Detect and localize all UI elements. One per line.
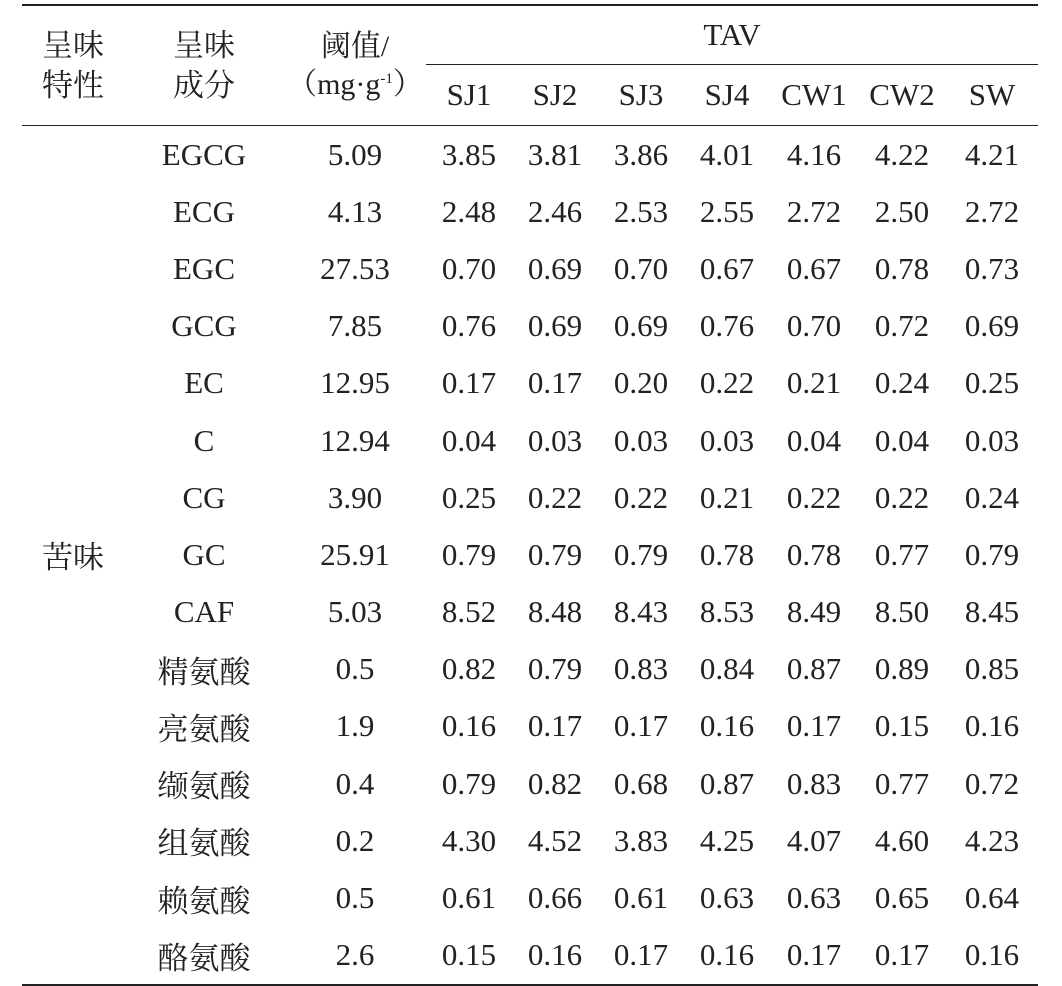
tav-value-cell: 2.48 xyxy=(441,193,497,229)
tav-value-cell: 0.25 xyxy=(964,365,1020,401)
table-row xyxy=(22,240,1038,297)
tav-value-cell: 0.22 xyxy=(786,479,842,515)
component-cell: 缬氨酸 xyxy=(157,769,251,805)
tav-value-cell: 0.64 xyxy=(964,880,1020,916)
component-cell: 组氨酸 xyxy=(157,826,251,862)
tav-value-cell: 4.60 xyxy=(874,822,930,858)
component-cell: 精氨酸 xyxy=(157,654,251,690)
tav-value-cell: 3.81 xyxy=(527,136,583,172)
header-threshold-unit xyxy=(284,66,426,104)
tav-value-cell: 4.30 xyxy=(441,822,497,858)
tav-value-cell: 0.65 xyxy=(874,880,930,916)
tav-value-cell: 0.83 xyxy=(613,651,669,687)
tav-value-cell: 0.78 xyxy=(874,250,930,286)
threshold-cell: 5.03 xyxy=(327,594,383,630)
table-row xyxy=(22,755,1038,812)
header-sample-cw1: CW1 xyxy=(781,77,847,112)
header-sample-sw: SW xyxy=(968,77,1016,112)
table-row xyxy=(22,641,1038,698)
tav-value-cell: 8.53 xyxy=(699,594,755,630)
component-cell: C xyxy=(193,422,215,458)
component-cell: GC xyxy=(182,536,226,572)
component-cell: 亮氨酸 xyxy=(157,711,251,747)
threshold-cell: 0.5 xyxy=(335,651,375,687)
tav-value-cell: 0.16 xyxy=(699,708,755,744)
tav-value-cell: 0.63 xyxy=(699,880,755,916)
tav-value-cell: 0.69 xyxy=(527,308,583,344)
component-cell: 赖氨酸 xyxy=(157,883,251,919)
threshold-unit-suffix: ） xyxy=(392,67,423,101)
tav-value-cell: 0.22 xyxy=(874,479,930,515)
tav-value-cell: 0.21 xyxy=(786,365,842,401)
tav-value-cell: 0.79 xyxy=(527,651,583,687)
component-cell: ECG xyxy=(173,193,235,229)
tav-value-cell: 8.43 xyxy=(613,594,669,630)
tav-value-cell: 0.15 xyxy=(441,937,497,973)
tav-value-cell: 4.25 xyxy=(699,822,755,858)
threshold-unit-prefix: （mg·g xyxy=(287,67,381,101)
table-row xyxy=(22,584,1038,641)
tav-value-cell: 0.73 xyxy=(964,250,1020,286)
tav-value-cell: 0.85 xyxy=(964,651,1020,687)
tav-value-cell: 0.77 xyxy=(874,536,930,572)
tav-value-cell: 0.04 xyxy=(441,422,497,458)
tav-value-cell: 0.15 xyxy=(874,708,930,744)
tav-value-cell: 0.79 xyxy=(964,536,1020,572)
tav-value-cell: 0.16 xyxy=(964,708,1020,744)
tav-value-cell: 2.55 xyxy=(699,193,755,229)
tav-value-cell: 0.87 xyxy=(786,651,842,687)
component-cell: EC xyxy=(184,365,224,401)
tav-value-cell: 4.21 xyxy=(964,136,1020,172)
tav-value-cell: 2.72 xyxy=(964,193,1020,229)
tav-value-cell: 0.03 xyxy=(527,422,583,458)
header-trait-line1: 呈味 xyxy=(42,27,104,63)
tav-value-cell: 0.03 xyxy=(964,422,1020,458)
tav-value-cell: 0.89 xyxy=(874,651,930,687)
header-component xyxy=(124,5,284,126)
tav-value-cell: 0.17 xyxy=(613,708,669,744)
tav-value-cell: 8.52 xyxy=(441,594,497,630)
component-cell: CG xyxy=(182,479,226,515)
table-row xyxy=(22,869,1038,926)
header-sample-sj3: SJ3 xyxy=(618,77,664,112)
threshold-cell: 7.85 xyxy=(327,308,383,344)
table-row xyxy=(22,355,1038,412)
tav-value-cell: 0.17 xyxy=(786,937,842,973)
tav-value-cell: 0.76 xyxy=(441,308,497,344)
tav-value-cell: 0.82 xyxy=(527,765,583,801)
component-cell: 酪氨酸 xyxy=(157,940,251,976)
header-tav-group: TAV xyxy=(703,17,761,52)
table-row xyxy=(22,469,1038,526)
tav-value-cell: 4.07 xyxy=(786,822,842,858)
header-sample-cw2: CW2 xyxy=(869,77,935,112)
tav-value-cell: 0.79 xyxy=(441,536,497,572)
header-component-line2: 成分 xyxy=(173,67,235,103)
threshold-cell: 3.90 xyxy=(327,479,383,515)
tav-value-cell: 4.22 xyxy=(874,136,930,172)
tav-value-cell: 0.16 xyxy=(699,937,755,973)
tav-value-cell: 0.70 xyxy=(441,250,497,286)
tav-value-cell: 0.24 xyxy=(964,479,1020,515)
header-sample-sj2: SJ2 xyxy=(532,77,578,112)
header-trait xyxy=(22,5,124,126)
tav-value-cell: 0.03 xyxy=(699,422,755,458)
tav-value-cell: 0.17 xyxy=(441,365,497,401)
tav-value-cell: 4.52 xyxy=(527,822,583,858)
table-row xyxy=(22,526,1038,583)
tav-value-cell: 0.17 xyxy=(786,708,842,744)
tav-value-cell: 0.82 xyxy=(441,651,497,687)
tav-value-cell: 3.83 xyxy=(613,822,669,858)
header-sample-sj4: SJ4 xyxy=(704,77,750,112)
tav-value-cell: 0.22 xyxy=(699,365,755,401)
tav-value-cell: 0.17 xyxy=(874,937,930,973)
tav-value-cell: 0.61 xyxy=(441,880,497,916)
threshold-cell: 27.53 xyxy=(320,250,390,286)
tav-value-cell: 0.69 xyxy=(964,308,1020,344)
tav-value-cell: 0.66 xyxy=(527,880,583,916)
table-row xyxy=(22,412,1038,469)
tav-value-cell: 2.50 xyxy=(874,193,930,229)
component-cell: CAF xyxy=(173,594,235,630)
tav-value-cell: 0.17 xyxy=(527,365,583,401)
threshold-cell: 12.94 xyxy=(320,422,390,458)
tav-value-cell: 8.50 xyxy=(874,594,930,630)
threshold-cell: 5.09 xyxy=(327,136,383,172)
tav-value-cell: 2.53 xyxy=(613,193,669,229)
threshold-unit-sup: -1 xyxy=(380,70,393,87)
threshold-cell: 25.91 xyxy=(320,536,390,572)
component-cell: EGCG xyxy=(161,136,247,172)
tav-value-cell: 4.23 xyxy=(964,822,1020,858)
tav-value-cell: 0.79 xyxy=(527,536,583,572)
table-row xyxy=(22,698,1038,755)
tav-value-cell: 0.78 xyxy=(786,536,842,572)
tav-value-cell: 8.48 xyxy=(527,594,583,630)
table-body xyxy=(22,126,1038,985)
threshold-cell: 0.2 xyxy=(335,822,375,858)
tav-value-cell: 0.70 xyxy=(613,250,669,286)
tav-value-cell: 0.63 xyxy=(786,880,842,916)
tav-value-cell: 0.67 xyxy=(699,250,755,286)
tav-value-cell: 0.69 xyxy=(613,308,669,344)
tav-value-cell: 8.45 xyxy=(964,594,1020,630)
tav-value-cell: 0.79 xyxy=(441,765,497,801)
tav-value-cell: 0.22 xyxy=(613,479,669,515)
tav-value-cell: 0.22 xyxy=(527,479,583,515)
tav-value-cell: 8.49 xyxy=(786,594,842,630)
tav-value-cell: 0.17 xyxy=(527,708,583,744)
tav-value-cell: 3.86 xyxy=(613,136,669,172)
tav-value-cell: 0.16 xyxy=(964,937,1020,973)
tav-value-cell: 0.78 xyxy=(699,536,755,572)
table-row xyxy=(22,812,1038,869)
threshold-cell: 2.6 xyxy=(335,937,375,973)
tav-value-cell: 0.83 xyxy=(786,765,842,801)
tav-value-cell: 0.79 xyxy=(613,536,669,572)
tav-value-cell: 0.68 xyxy=(613,765,669,801)
tav-table xyxy=(22,4,1038,986)
tav-value-cell: 0.84 xyxy=(699,651,755,687)
tav-value-cell: 0.16 xyxy=(527,937,583,973)
tav-value-cell: 2.46 xyxy=(527,193,583,229)
tav-value-cell: 0.72 xyxy=(964,765,1020,801)
threshold-cell: 0.4 xyxy=(335,765,375,801)
tav-value-cell: 0.69 xyxy=(527,250,583,286)
tav-value-cell: 4.16 xyxy=(786,136,842,172)
tav-value-cell: 0.04 xyxy=(874,422,930,458)
header-component-line1: 呈味 xyxy=(173,27,235,63)
header-sample-sj1: SJ1 xyxy=(446,77,492,112)
threshold-cell: 1.9 xyxy=(335,708,375,744)
tav-value-cell: 0.70 xyxy=(786,308,842,344)
table-row xyxy=(22,927,1038,985)
table-row xyxy=(22,183,1038,240)
tav-value-cell: 2.72 xyxy=(786,193,842,229)
component-cell: GCG xyxy=(171,308,237,344)
header-row-1 xyxy=(22,5,1038,65)
tav-value-cell: 0.24 xyxy=(874,365,930,401)
tav-value-cell: 0.87 xyxy=(699,765,755,801)
trait-cell: 苦味 xyxy=(42,540,104,576)
tav-value-cell: 0.03 xyxy=(613,422,669,458)
table-row xyxy=(22,298,1038,355)
tav-value-cell: 0.67 xyxy=(786,250,842,286)
tav-value-cell: 0.21 xyxy=(699,479,755,515)
tav-value-cell: 0.72 xyxy=(874,308,930,344)
tav-value-cell: 3.85 xyxy=(441,136,497,172)
tav-value-cell: 4.01 xyxy=(699,136,755,172)
tav-value-cell: 0.17 xyxy=(613,937,669,973)
header-trait-line2: 特性 xyxy=(42,67,104,103)
header-threshold-line1: 阈值/ xyxy=(320,29,390,63)
tav-value-cell: 0.20 xyxy=(613,365,669,401)
threshold-cell: 4.13 xyxy=(327,193,383,229)
table-row xyxy=(22,126,1038,184)
component-cell: EGC xyxy=(173,250,235,286)
tav-value-cell: 0.76 xyxy=(699,308,755,344)
tav-value-cell: 0.16 xyxy=(441,708,497,744)
tav-value-cell: 0.25 xyxy=(441,479,497,515)
header-threshold xyxy=(284,5,426,126)
tav-value-cell: 0.61 xyxy=(613,880,669,916)
tav-value-cell: 0.77 xyxy=(874,765,930,801)
threshold-cell: 0.5 xyxy=(335,880,375,916)
tav-value-cell: 0.04 xyxy=(786,422,842,458)
threshold-cell: 12.95 xyxy=(320,365,390,401)
